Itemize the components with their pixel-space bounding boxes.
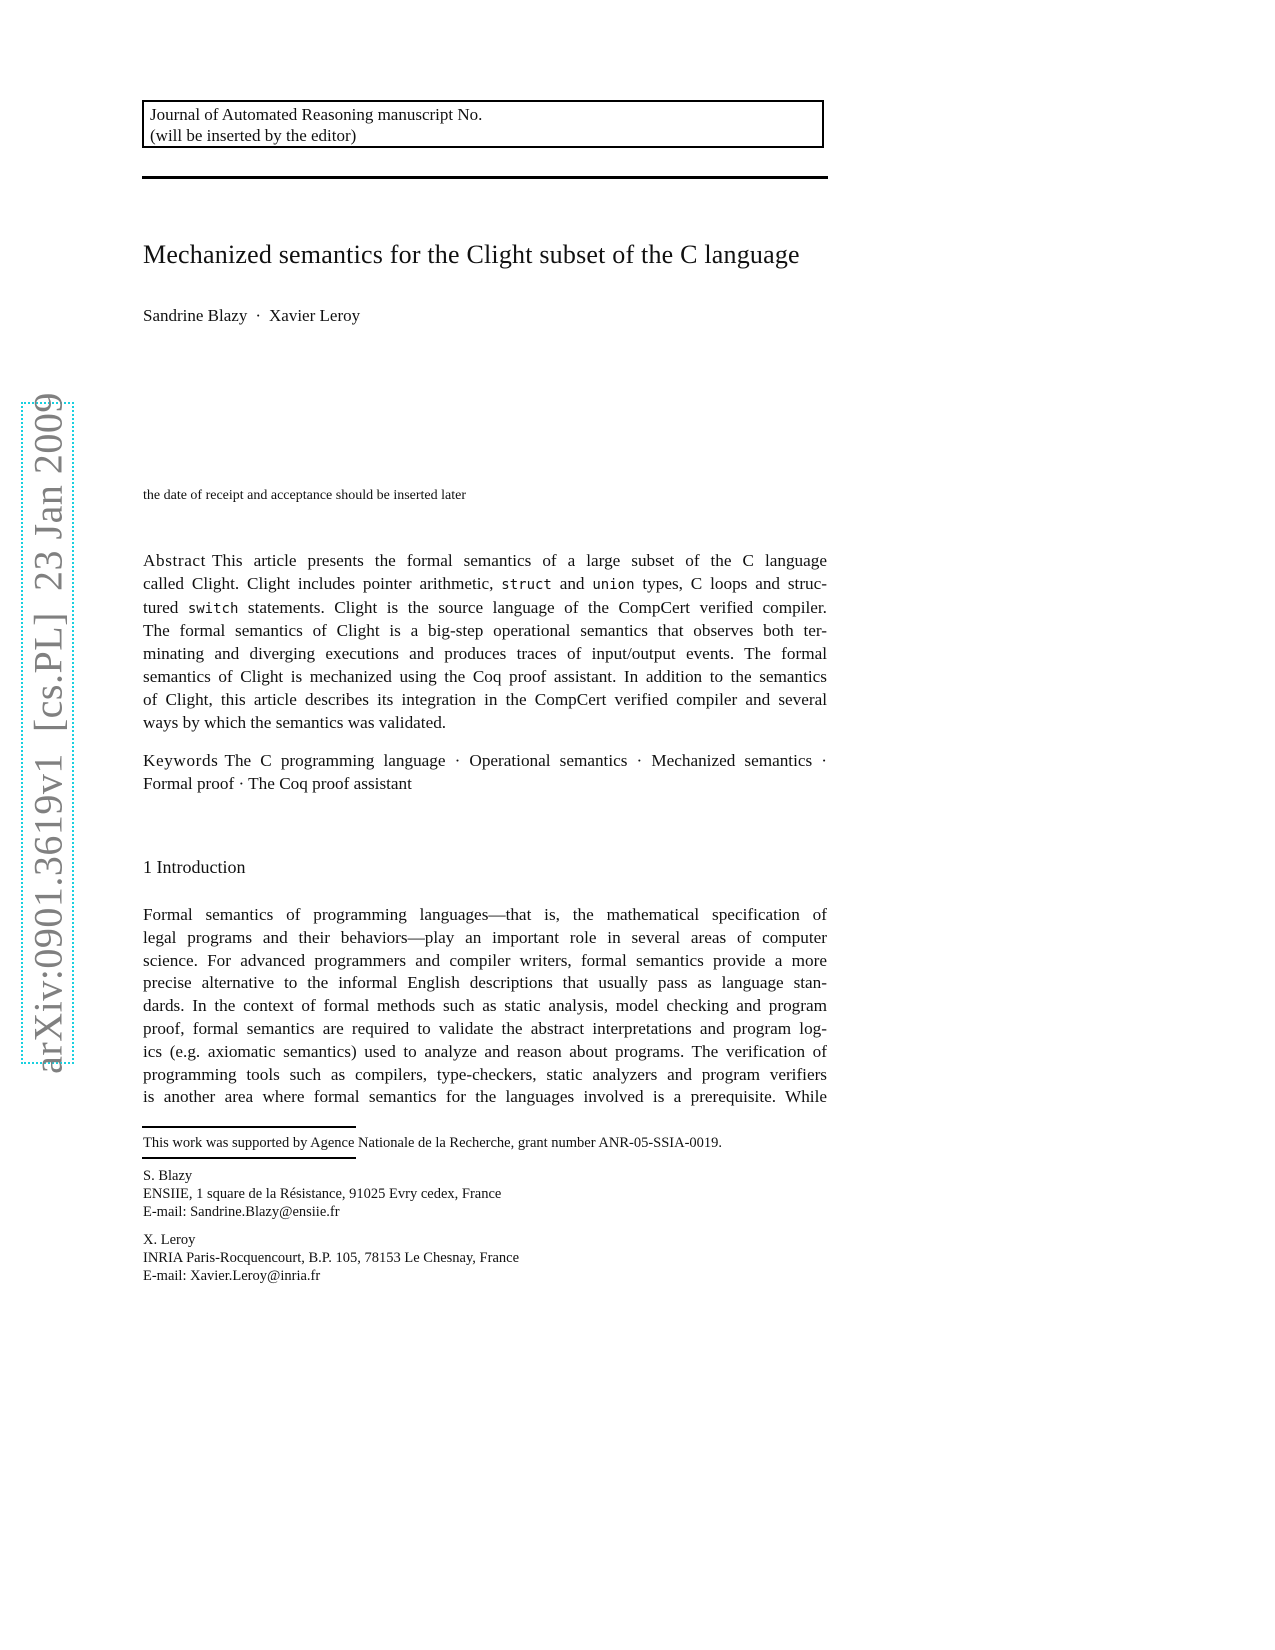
abstract-line: Abstract This article presents the formal semantics of a large subset of the C language <box>143 551 827 570</box>
footnote-rule <box>142 1126 356 1128</box>
abstract-line: of Clight, this article describes its integration in the CompCert verified compiler and several <box>143 689 827 709</box>
footnote-rule <box>142 1157 356 1159</box>
author-email: E-mail: Sandrine.Blazy@ensiie.fr <box>143 1204 340 1220</box>
keywords-label: Keywords <box>143 751 219 770</box>
body-line: is another area where formal semantics for the languages involved is a prerequisite. While <box>143 1087 827 1107</box>
keywords-line: Formal proof · The Coq proof assistant <box>143 773 412 793</box>
body-line: Formal semantics of programming languages—that is, the mathematical specification of <box>143 905 827 924</box>
author-affiliation-blazy <box>143 1167 501 1221</box>
paper-title: Mechanized semantics for the Clight subset of the C language <box>143 240 800 269</box>
body-line: precise alternative to the informal English descriptions that usually pass as language stan- <box>143 973 827 993</box>
author-name: Sandrine Blazy <box>143 306 248 325</box>
author-short-name: S. Blazy <box>143 1168 193 1184</box>
author-affiliation-leroy <box>143 1231 519 1285</box>
author-list <box>143 306 360 326</box>
body-line: legal programs and their behaviors—play an important role in several areas of computer <box>143 927 827 947</box>
body-line: dards. In the context of formal methods such as static analysis, model checking and program <box>143 996 827 1016</box>
body-line: proof, formal semantics are required to validate the abstract interpretations and program log- <box>143 1018 827 1038</box>
body-line: ics (e.g. axiomatic semantics) used to analyze and reason about programs. The verification of <box>143 1041 827 1061</box>
affiliation-address: ENSIIE, 1 square de la Résistance, 91025 Evry cedex, France <box>143 1186 502 1202</box>
abstract <box>143 550 827 734</box>
keywords <box>143 750 827 796</box>
code-keyword: switch <box>187 600 239 617</box>
arxiv-stamp <box>21 392 74 1074</box>
editor-note: (will be inserted by the editor) <box>150 126 357 145</box>
author-separator: · <box>255 306 262 325</box>
abstract-line: minating and diverging executions and produces traces of input/output events. The formal <box>143 644 827 664</box>
affiliation-address: INRIA Paris-Rocquencourt, B.P. 105, 78153 Le Chesnay, France <box>143 1250 520 1266</box>
abstract-line: ways by which the semantics was validated. <box>143 712 447 732</box>
introduction-paragraph <box>143 904 827 1109</box>
abstract-line: called Clight. Clight includes pointer arithmetic, struct and union types, C loops and struc- <box>143 573 827 593</box>
abstract-label: Abstract <box>143 551 207 570</box>
body-line: science. For advanced programmers and compiler writers, formal semantics provide a more <box>143 950 827 970</box>
code-keyword: union <box>592 576 635 593</box>
code-keyword: struct <box>501 576 552 593</box>
abstract-line: tured switch statements. Clight is the source language of the CompCert verified compiler. <box>143 597 827 617</box>
abstract-line: semantics of Clight is mechanized using the Coq proof assistant. In addition to the semantics <box>143 666 827 686</box>
journal-header-box <box>142 100 824 148</box>
author-email: E-mail: Xavier.Leroy@inria.fr <box>143 1268 321 1284</box>
date-note: the date of receipt and acceptance should be inserted later <box>143 488 467 503</box>
journal-name: Journal of Automated Reasoning manuscript No. <box>150 105 483 124</box>
body-line: programming tools such as compilers, type-checkers, static analyzers and program verifiers <box>143 1064 827 1084</box>
arxiv-identifier: arXiv:0901.3619v1 [cs.PL] 23 Jan 2009 <box>25 392 70 1074</box>
funding-footnote: This work was supported by Agence Nationale de la Recherche, grant number ANR-05-SSIA-0019. <box>143 1135 723 1151</box>
author-short-name: X. Leroy <box>143 1232 196 1248</box>
abstract-line: The formal semantics of Clight is a big-step operational semantics that observes both ter- <box>143 621 827 641</box>
keywords-line: Keywords The C programming language · Operational semantics · Mechanized semantics · <box>143 751 827 770</box>
section-heading-introduction: 1 Introduction <box>143 857 246 877</box>
header-rule <box>142 176 828 179</box>
author-name: Xavier Leroy <box>269 306 361 325</box>
